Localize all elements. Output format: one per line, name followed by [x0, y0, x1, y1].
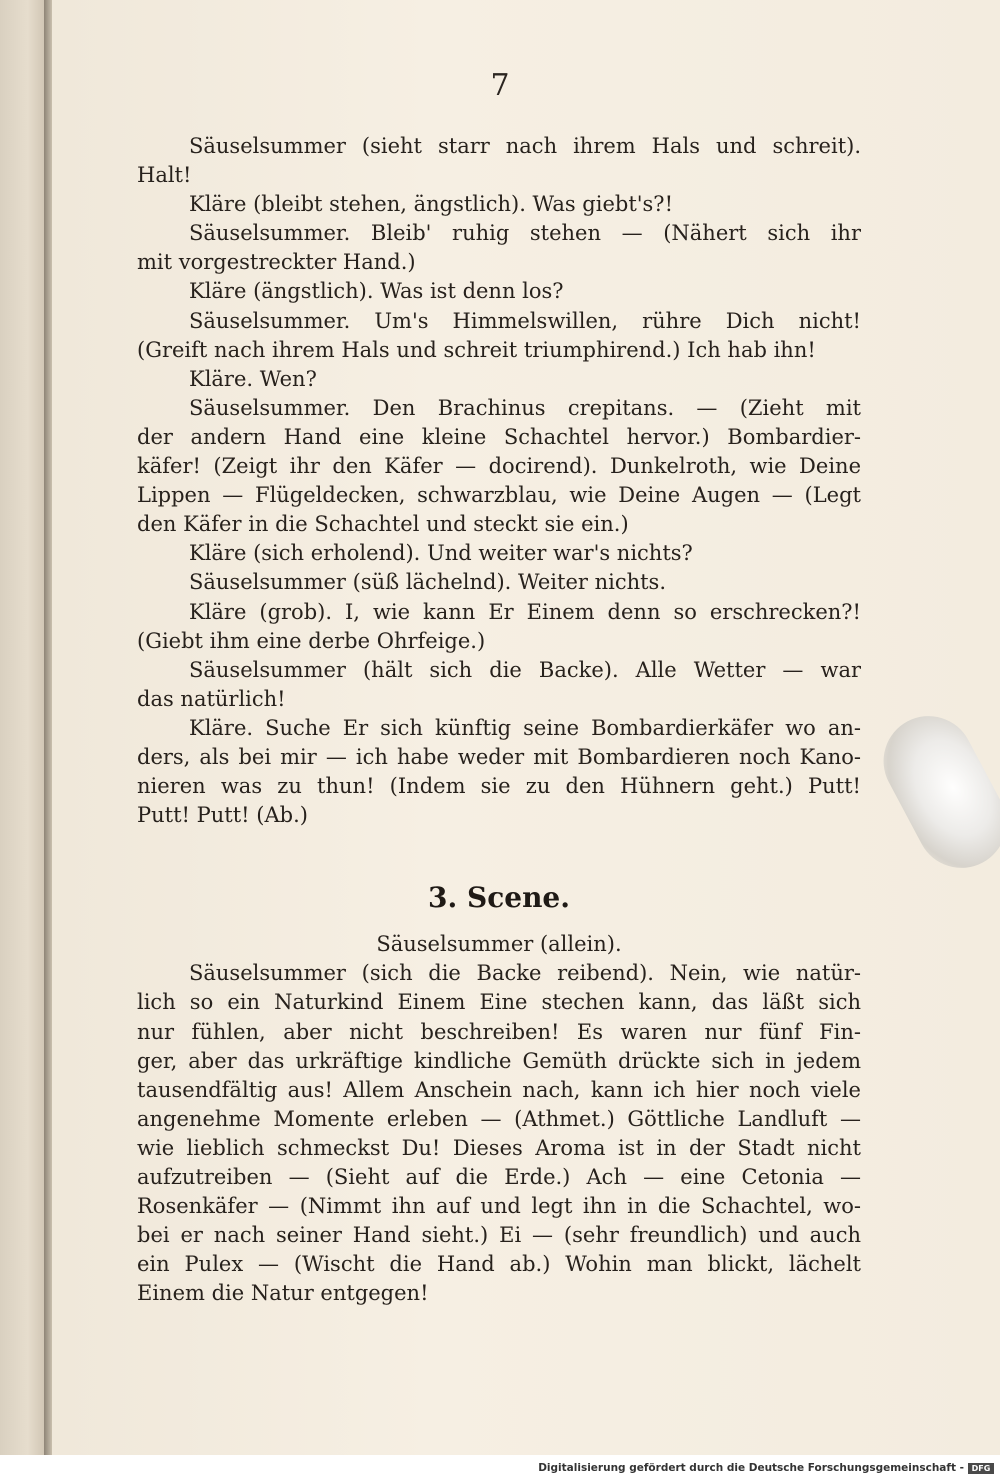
text-line: Kläre. Wen? [189, 366, 317, 391]
text-line: Rosenkäfer — (Nimmt ihn auf und legt ihn in die Schachtel, wo- [137, 1194, 861, 1219]
text-line: Kläre (ängstlich). Was ist denn los? [189, 279, 564, 304]
left-page-edge [0, 0, 46, 1455]
text-line: käfer! (Zeigt ihr den Käfer — docirend). Dunkelroth, wie Deine [137, 454, 861, 479]
text-line: Säuselsummer. Den Brachinus crepitans. — (Zieht mit [189, 395, 861, 420]
text-line: Einem die Natur entgegen! [137, 1281, 429, 1306]
text-line: angenehme Momente erleben — (Athmet.) Göttliche Landluft — [137, 1106, 861, 1131]
text-line: ders, als bei mir — ich habe weder mit Bombardieren noch Kano- [137, 744, 861, 769]
text-line: tausendfältig aus! Allem Anschein nach, kann ich hier noch viele [137, 1077, 861, 1102]
text-line: Putt! Putt! (Ab.) [137, 803, 308, 828]
text-line: Kläre (bleibt stehen, ängstlich). Was giebt's?! [189, 192, 674, 217]
text-line: ein Pulex — (Wischt die Hand ab.) Wohin man blickt, lächelt [137, 1252, 861, 1277]
text-line: Halt! [137, 163, 192, 188]
text-line: aufzutreiben — (Sieht auf die Erde.) Ach — eine Cetonia — [137, 1165, 861, 1189]
dfg-logo: DFG [968, 1463, 994, 1474]
page-number: 7 [490, 68, 510, 103]
text-line: Säuselsummer. Bleib' ruhig stehen — (Nähert sich ihr [189, 221, 861, 246]
text-line: Säuselsummer. Um's Himmelswillen, rühre Dich nicht! [189, 308, 861, 333]
text-line: der andern Hand eine kleine Schachtel hervor.) Bombardier- [137, 424, 861, 449]
text-line: nur fühlen, aber nicht beschreiben! Es waren nur fünf Fin- [137, 1019, 861, 1044]
text-line: Säuselsummer (süß lächelnd). Weiter nichts. [189, 570, 667, 595]
text-line: Lippen — Flügeldecken, schwarzblau, wie Deine Augen — (Legt [137, 483, 861, 508]
text-line: Säuselsummer (sieht starr nach ihrem Hals und schreit). [189, 134, 861, 158]
page-text [137, 132, 861, 1308]
stage-direction: Säuselsummer (allein). [376, 932, 622, 957]
text-line: nieren was zu thun! (Indem sie zu den Hühnern geht.) Putt! [137, 774, 861, 799]
digitization-credit: Digitalisierung gefördert durch die Deutsche Forschungsgemeinschaft - [538, 1462, 964, 1474]
text-line: Säuselsummer (sich die Backe reibend). Nein, wie natür- [189, 961, 861, 986]
text-line: das natürlich! [137, 686, 286, 711]
text-line: Kläre. Suche Er sich künftig seine Bombardierkäfer wo an- [189, 715, 861, 740]
text-line: Säuselsummer (hält sich die Backe). Alle Wetter — war [189, 657, 861, 682]
text-line: den Käfer in die Schachtel und steckt sie ein.) [137, 512, 629, 537]
text-line: wie lieblich schmeckst Du! Dieses Aroma ist in der Stadt nicht [137, 1135, 861, 1160]
text-line: lich so ein Naturkind Einem Eine stechen kann, das läßt sich [137, 990, 861, 1015]
text-line: mit vorgestreckter Hand.) [137, 250, 416, 275]
text-line: ger, aber das urkräftige kindliche Gemüth drückte sich in jedem [137, 1048, 861, 1073]
book-gutter [44, 0, 52, 1455]
text-line: bei er nach seiner Hand sieht.) Ei — (sehr freundlich) und auch [137, 1223, 861, 1248]
text-line: (Greift nach ihrem Hals und schreit triumphirend.) Ich hab ihn! [137, 337, 816, 362]
text-line: Kläre (sich erholend). Und weiter war's nichts? [189, 541, 693, 566]
scene-heading: 3. Scene. [428, 881, 570, 915]
text-line: Kläre (grob). I, wie kann Er Einem denn so erschrecken?! [189, 599, 861, 624]
text-line: (Giebt ihm eine derbe Ohrfeige.) [137, 628, 486, 653]
